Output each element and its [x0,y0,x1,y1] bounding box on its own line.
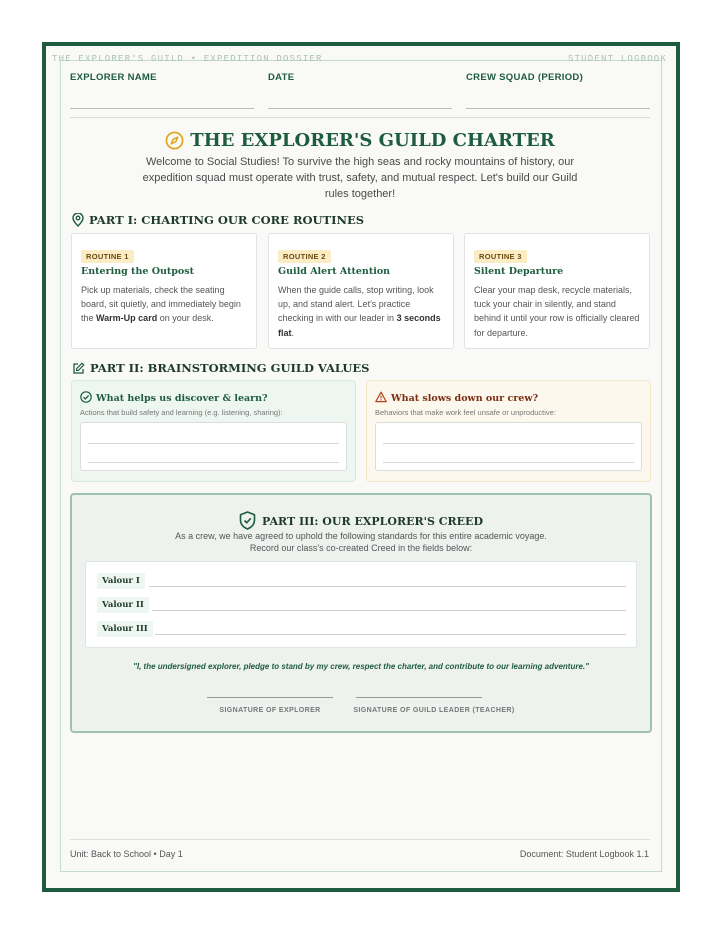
warning-icon [375,391,387,403]
slows-subtitle: Behaviors that make work feel unsafe or unproductive: [375,408,556,417]
date-label: DATE [268,72,295,83]
creed-subtitle-line2: Record our class's co-created Creed in the fields below: [249,542,473,553]
explorer-name-field[interactable] [70,108,254,109]
writing-line [88,443,339,444]
routine-card [464,233,650,349]
routine-badge: ROUTINE 3 [474,250,527,263]
valour-2-label: Valour II [97,597,149,613]
helps-subtitle: Actions that build safety and learning (e.g. listening, sharing): [80,408,283,417]
part2-heading-text: PART II: BRAINSTORMING GUILD VALUES [90,361,370,375]
slows-input-box[interactable] [375,422,642,471]
helps-title-text: What helps us discover & learn? [96,393,268,404]
footer-document: Document: Student Logbook 1.1 [519,849,649,859]
part1-heading-text: PART I: CHARTING OUR CORE ROUTINES [89,213,365,227]
valour-3-label: Valour III [97,621,153,637]
routine-text [474,283,642,340]
shield-check-icon [239,511,256,530]
writing-line [383,443,634,444]
creed-values-box [85,561,637,648]
routine-text-bold: 3 seconds flat [278,313,441,338]
crew-squad-field[interactable] [466,108,650,109]
helps-input-box[interactable] [80,422,347,471]
part2-heading [72,361,369,375]
helps-panel [71,380,356,482]
routine-text-before: Pick up materials, check the seating board, sit quietly, and immediately begin the [81,285,241,324]
routine-text [278,283,446,340]
slows-panel [366,380,651,482]
routine-title: Entering the Outpost [81,266,194,277]
dossier-label: THE EXPLORER'S GUILD • EXPEDITION DOSSIER [52,54,323,64]
routine-text-before: When the guide calls, stop writing, look up, and stand alert. Let's practice checking in with our leader in [278,285,434,324]
valour-1-field[interactable] [149,586,626,587]
routine-card [71,233,257,349]
pledge-text: "I, the undersigned explorer, pledge to stand by my crew, respect the charter, and contribute to our learning adventure." [133,662,589,671]
valour-3-field[interactable] [155,634,626,635]
check-circle-icon [80,391,92,403]
explorer-signature-line[interactable] [207,697,333,698]
slows-title [375,391,538,404]
routine-badge: ROUTINE 1 [81,250,134,263]
logbook-label: STUDENT LOGBOOK [567,54,667,64]
footer-unit: Unit: Back to School • Day 1 [70,849,183,859]
routine-text-bold: Warm-Up card [96,313,158,324]
explorer-signature-label: SIGNATURE OF EXPLORER [219,707,321,714]
leader-signature-label: SIGNATURE OF GUILD LEADER (TEACHER) [353,707,515,714]
date-field[interactable] [268,108,452,109]
routine-text-before: Clear your map desk, recycle materials, tuck your chair in silently, and stand behind it until your row is officially cleared for departure. [474,285,640,338]
writing-line [88,462,339,463]
creed-subtitle-line1: As a crew, we have agreed to uphold the following standards for this entire academic voyage. [175,531,547,541]
compass-icon [165,131,184,150]
helps-title [80,391,268,404]
routine-text-after: . [291,327,295,338]
footer-divider [70,839,650,840]
routine-title: Guild Alert Attention [278,266,391,277]
crew-squad-label: CREW SQUAD (PERIOD) [466,72,584,83]
leader-signature-line[interactable] [356,697,482,698]
page-title [0,130,720,151]
routine-text-after: on your desk. [157,313,214,324]
routine-badge: ROUTINE 2 [278,250,331,263]
part1-heading [72,213,364,227]
valour-2-field[interactable] [152,610,626,611]
part3-heading [72,511,650,530]
explorer-name-label: EXPLORER NAME [70,72,157,83]
routine-card [268,233,454,349]
routine-title: Silent Departure [474,266,564,277]
header-divider [70,117,650,118]
creed-section [70,493,652,733]
writing-line [383,462,634,463]
edit-icon [72,362,85,375]
routine-text [81,283,249,326]
intro-text: Welcome to Social Studies! To survive the high seas and rocky mountains of history, our expedition squad must operate with trust, safety, and mutual respect. Let's build our Guild rules together! [142,156,578,200]
slows-title-text: What slows down our crew? [391,393,539,404]
title-text: THE EXPLORER'S GUILD CHARTER [190,130,555,151]
map-pin-icon [72,213,84,227]
part3-heading-text: PART III: OUR EXPLORER'S CREED [262,515,483,528]
creed-subtitle [132,531,590,554]
valour-1-label: Valour I [97,573,145,589]
